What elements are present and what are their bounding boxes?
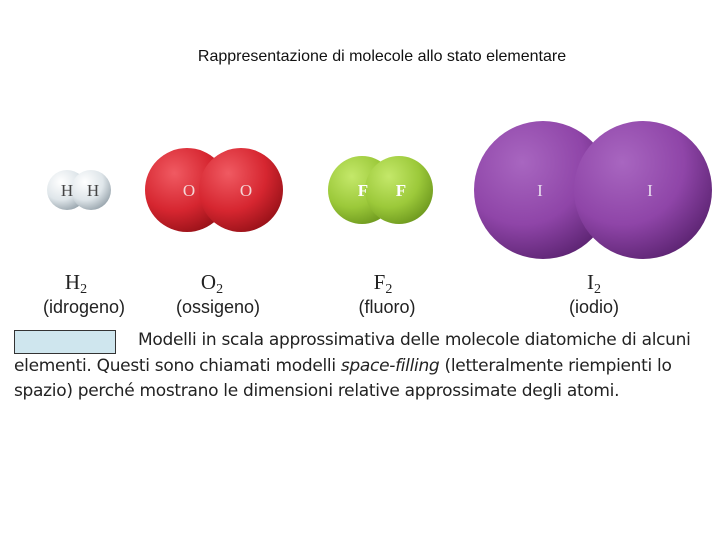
formula-symbol: I: [587, 270, 594, 294]
atom-label-f2: F: [395, 181, 407, 200]
formula-oxygen: [201, 270, 223, 298]
formula-fluorine: [374, 270, 393, 298]
formula-hydrogen: [65, 270, 87, 298]
atom-label-o2: O: [239, 181, 253, 200]
figure-caption: [14, 328, 706, 405]
atom-label-h2: H: [86, 181, 100, 200]
name-oxygen: (ossigeno): [175, 297, 261, 317]
name-iodine: (iodio): [568, 297, 620, 317]
atom-label-o1: O: [182, 181, 196, 200]
formula-subscript: 2: [385, 282, 393, 297]
slide-title: Rappresentazione di molecole allo stato elementare: [197, 48, 567, 65]
formula-subscript: 2: [594, 282, 601, 297]
atom-label-i2: I: [647, 181, 653, 200]
formula-iodine: [587, 270, 601, 298]
caption-text-1: Modelli in scala approssimativa delle molecole diatomiche di alcuni elementi. Questi sono chiamati modelli: [14, 330, 691, 376]
formula-symbol: H: [64, 270, 81, 294]
atom-label-f1: F: [357, 181, 369, 200]
formula-subscript: 2: [216, 282, 224, 297]
hydrogen-molecule: [47, 170, 111, 210]
formula-symbol: F: [373, 270, 386, 294]
fluorine-molecule: [328, 156, 433, 224]
caption-italic: space-filling: [340, 355, 440, 376]
name-fluorine: (fluoro): [358, 297, 416, 317]
atom-label-h1: H: [60, 181, 74, 200]
name-hydrogen: (idrogeno): [42, 297, 126, 317]
iodine-molecule: [474, 121, 712, 259]
atom-label-i1: I: [537, 181, 543, 200]
formula-symbol: O: [200, 270, 217, 294]
oxygen-molecule: [145, 148, 283, 232]
formula-subscript: 2: [80, 282, 88, 297]
caption-text-2: (letteralmente riempienti lo spazio) perché mostrano le dimensioni relative approssimate degli atomi.: [14, 355, 672, 401]
